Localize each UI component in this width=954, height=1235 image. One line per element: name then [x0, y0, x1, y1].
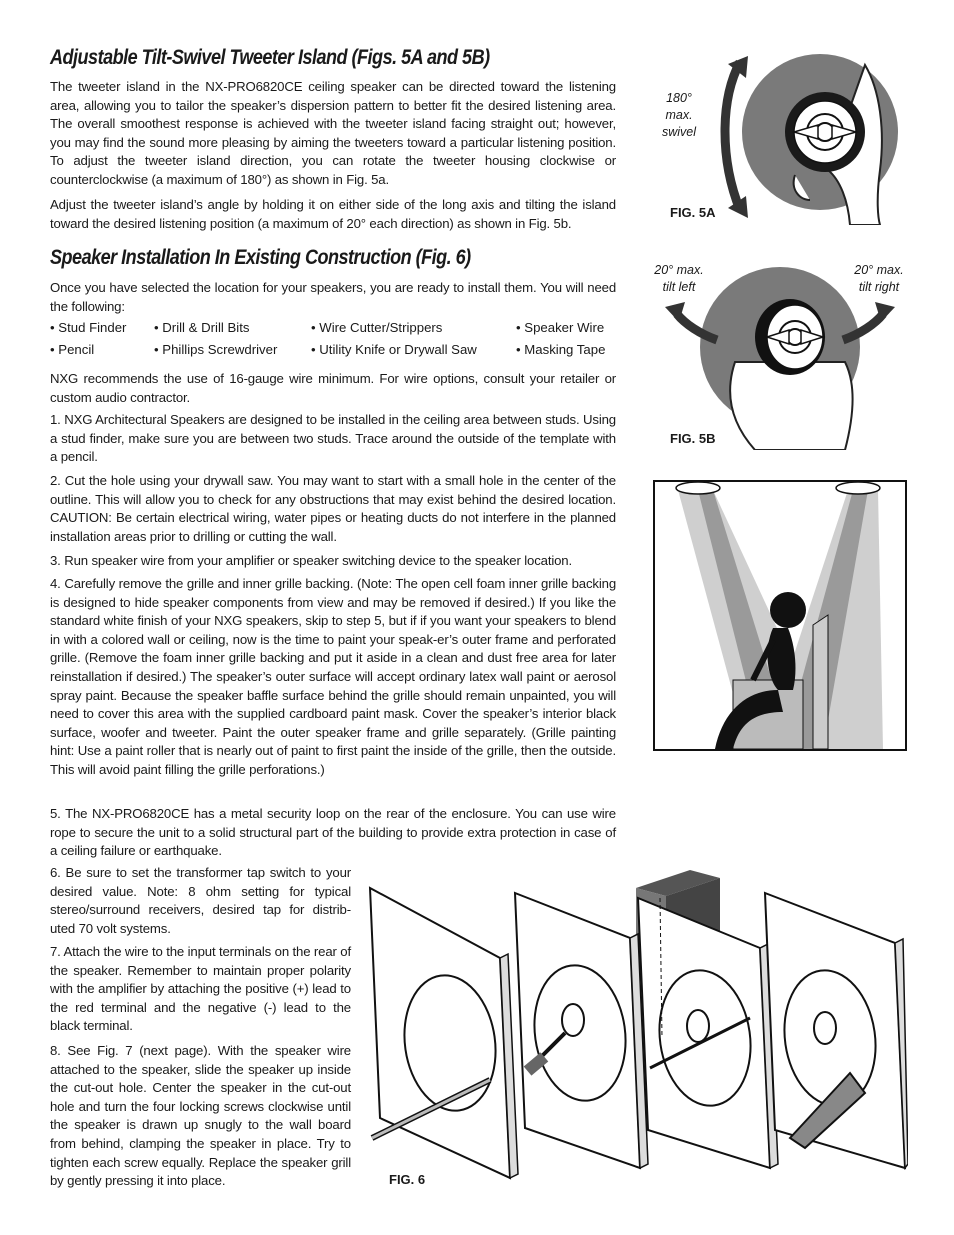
fig-5b-right-angle: 20° max.: [854, 263, 904, 277]
bullet-masking-tape: • Masking Tape: [516, 342, 606, 357]
fig-6-illustration: [360, 868, 908, 1180]
fig-5a-label: FIG. 5A: [670, 205, 716, 220]
paragraph-wire-gauge: NXG recommends the use of 16-gauge wire minimum. For wire options, consult your retailer or custom audio contractor.: [50, 371, 616, 405]
fig-5b-tilt-right-caption: [846, 262, 912, 296]
bullet-utility-knife: • Utility Knife or Drywall Saw: [311, 342, 477, 357]
fig-5b-tilt-left-caption: [646, 262, 712, 296]
fig-5b-right-text: tilt right: [858, 280, 900, 294]
listening-position-illustration: [653, 480, 907, 751]
bullet-wire-cutter: • Wire Cutter/Strippers: [311, 320, 443, 335]
bullet-stud-finder: • Stud Finder: [50, 320, 127, 335]
paragraph-need: Once you have selected the location for your speakers, you are ready to install them. You will need the following:: [50, 280, 616, 314]
step-4: 4. Carefully remove the grille and inner grille backing. (Note: The open cell foam inner grille backing is designed to hide speaker components from view and may be removed if desired.) If you like the standard white finish of your NXG speakers, skip to step 5, but if if you want your speakers to blend in with a colored wall or ceiling, now is the time to paint your speak-er’s outer frame and perforated grille. (Remove the foam inner grille backing and put it aside in a clean and dust free area for later reinstallation if desired.) The speaker’s outer surface will accept ordinary latex wall paint or aerosol spray paint. Because the speaker baffle surface behind the grille should remain unpainted, you will need to cover this area with the supplied cardboard paint mask. Cover the speaker’s interior black surface, woofer and tweeter. Paint the outer speaker frame and grille separately. (Grille painting hint: Use a paint roller that is nearly out of paint to first paint the inside of the grille, then the outside. This will avoid paint filling the grille perforations.): [50, 576, 616, 777]
paragraph-tilt: Adjust the tweeter island’s angle by holding it on either side of the long axis and tilting the island toward the desired listening position (a maximum of 20° each direction) as shown in Fig. 5b.: [50, 197, 616, 231]
step-7: 7. Attach the wire to the input terminals on the rear of the speaker. Remember to maintain proper polarity with the amplifier by attaching the positive (+) lead to the red terminal and the negative (-) lead to the black terminal.: [50, 944, 351, 1034]
fig-5a-cap-swivel: swivel: [662, 125, 697, 139]
bullet-drill: • Drill & Drill Bits: [154, 320, 250, 335]
step-8: 8. See Fig. 7 (next page). With the speaker wire attached to the speaker, slide the speaker up inside the cut-out hole. Center the speaker in the cut-out hole and turn the four locking screws clockwise until the speaker is drawn up snugly to the wall board from behind, clamping the speaker in place. Try to tighten each screw equally. Replace the speaker grill by gently pressing it into place.: [50, 1043, 351, 1189]
fig-5b-label: FIG. 5B: [670, 431, 716, 446]
bullet-screwdriver: • Phillips Screwdriver: [154, 342, 278, 357]
fig-5a-cap-max: max.: [665, 108, 693, 122]
step-2: 2. Cut the hole using your drywall saw. You may want to start with a small hole in the center of the outline. This will allow you to check for any obstructions that may exist behind the desired location. CAUTION: Be certain electrical wiring, water pipes or heating ducts do not interfere in the planned installation areas prior to drilling or cutting the wall.: [50, 473, 616, 544]
heading-installation: Speaker Installation In Existing Construction (Fig. 6): [50, 246, 471, 269]
fig-6-label: FIG. 6: [389, 1172, 426, 1187]
fig-5b-left-text: tilt left: [662, 280, 696, 294]
step-5: 5. The NX-PRO6820CE has a metal security loop on the rear of the enclosure. You can use wire rope to secure the unit to a solid structural part of the building to provide extra protection in case of a ceiling failure or earthquake.: [50, 806, 616, 859]
fig-5b-left-angle: 20° max.: [654, 263, 704, 277]
step-6: 6. Be sure to set the transformer tap switch to your desired value. Note: 8 ohm setting for typical stereo/surround receivers, desired tap for distrib-uted 70 volt systems.: [50, 865, 351, 936]
paragraph-tweeter-intro: The tweeter island in the NX-PRO6820CE ceiling speaker can be directed toward the listening area, allowing you to tailor the speaker’s dispersion pattern to better fit the desired listening area. The overall smoothest response is achieved with the tweeter island facing straight out; however, you may find the sound more pleasing by aiming the tweeters toward a particular listening position. To adjust the tweeter island direction, you can rotate the tweeter housing clockwise or counterclockwise (a maximum of 180°) as shown in Fig. 5a.: [50, 79, 616, 187]
bullet-pencil: • Pencil: [50, 342, 95, 357]
heading-tweeter-island: Adjustable Tilt-Swivel Tweeter Island (Figs. 5A and 5B): [50, 46, 490, 69]
fig-5a-illustration: [700, 50, 920, 225]
step-1: 1. NXG Architectural Speakers are designed to be installed in the ceiling area between studs. Using a stud finder, make sure you are between two studs. Trace around the outside of the template with a pencil.: [50, 412, 616, 465]
bullet-speaker-wire: • Speaker Wire: [516, 320, 605, 335]
fig-5a-caption: [662, 90, 696, 141]
fig-5a-cap-angle: 180°: [666, 91, 692, 105]
step-3: 3. Run speaker wire from your amplifier or speaker switching device to the speaker location.: [50, 553, 573, 568]
